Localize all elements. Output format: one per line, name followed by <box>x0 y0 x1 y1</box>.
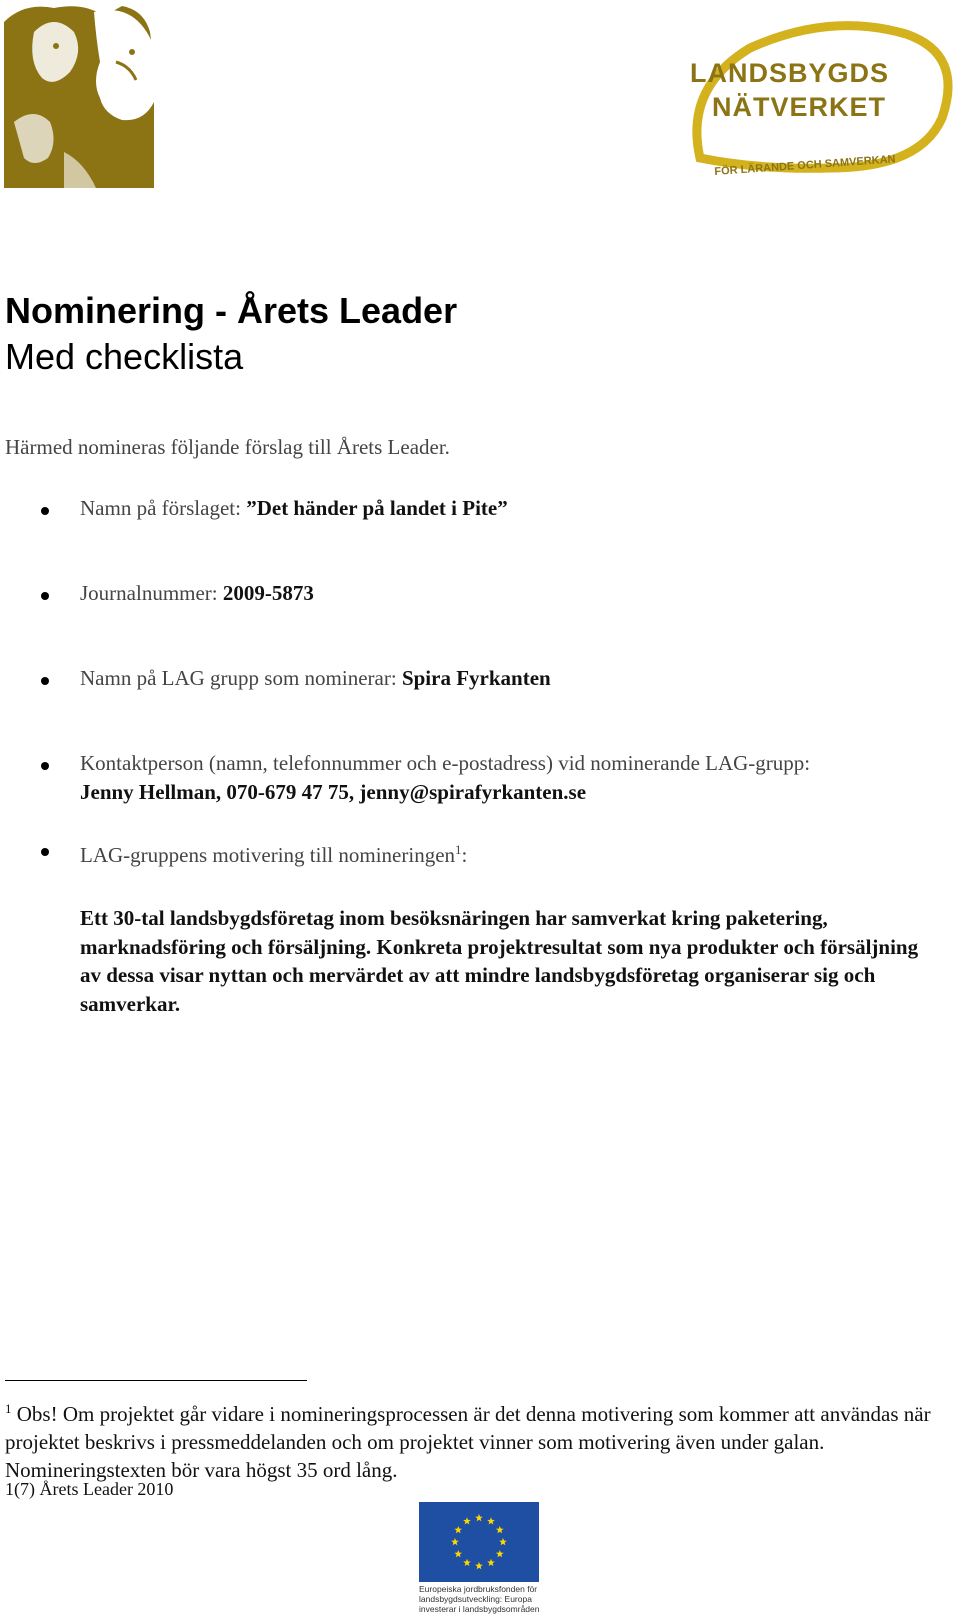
item-label: Namn på förslaget: <box>80 496 247 520</box>
list-item <box>80 579 950 608</box>
footnote-text: Obs! Om projektet går vidare i nomineringsprocessen är det denna motivering som kommer att användas när projektet beskrivs i pressmeddelanden och om projektet vinner som motivering även under galan. Nomineringstexten bör vara högst 35 ord lång. <box>5 1402 931 1482</box>
page-title: Nominering - Årets Leader <box>5 290 458 331</box>
item-label: LAG-gruppens motivering till nomineringen <box>80 843 456 867</box>
sheep-heads-logo-icon <box>4 2 154 188</box>
bullet-icon <box>41 507 49 515</box>
item-value: Jenny Hellman, 070-679 47 75, jenny@spirafyrkanten.se <box>80 780 587 804</box>
eu-flag-icon <box>419 1502 539 1582</box>
logo-line2: NÄTVERKET <box>712 92 887 122</box>
eu-caption-line: Europeiska jordbruksfonden för <box>419 1584 538 1594</box>
intro-text: Härmed nomineras följande förslag till Årets Leader. <box>5 435 450 459</box>
item-value: ”Det händer på landet i Pite” <box>246 496 508 520</box>
footnote-ref: 1 <box>455 842 462 857</box>
logo-line1: LANDSBYGDS <box>690 58 890 88</box>
eu-caption <box>419 1584 549 1614</box>
list-item <box>80 749 950 807</box>
bullet-icon <box>41 592 49 600</box>
page-subtitle: Med checklista <box>5 336 244 377</box>
logo-tagline: FÖR LÄRANDE OCH SAMVERKAN <box>714 153 896 178</box>
footnote-number: 1 <box>5 1401 12 1416</box>
page-footer: 1(7) Årets Leader 2010 <box>5 1479 174 1499</box>
list-item <box>80 494 950 523</box>
item-label-end: : <box>461 843 468 867</box>
item-label: Namn på LAG grupp som nominerar: <box>80 666 402 690</box>
bullet-icon <box>41 677 49 685</box>
list-item <box>80 664 950 693</box>
item-label: Journalnummer: <box>80 581 223 605</box>
item-value: 2009-5873 <box>222 581 314 605</box>
footnote <box>5 1395 955 1484</box>
landsbygdsnatverket-logo <box>680 18 956 193</box>
bullet-icon <box>41 762 49 770</box>
bullet-icon <box>41 848 49 856</box>
eu-caption-line: landsbygdsutveckling: Europa <box>419 1594 532 1604</box>
eu-caption-line: investerar i landsbygdsområden <box>419 1604 540 1614</box>
item-label: Kontaktperson (namn, telefonnummer och e-postadress) vid nominerande LAG-grupp: <box>80 751 811 775</box>
item-value: Spira Fyrkanten <box>401 666 551 690</box>
list-item <box>80 835 950 870</box>
footnote-divider <box>5 1380 307 1381</box>
motivation-text: Ett 30-tal landsbygdsföretag inom besöksnäringen har samverkat kring paketering, marknadsföring och försäljning. Konkreta projektresultat som nya produkter och försäljning av dessa visar nyttan och mervärdet av att mindre landsbygdsföretag organiserar sig och samverkar. <box>80 906 919 1016</box>
